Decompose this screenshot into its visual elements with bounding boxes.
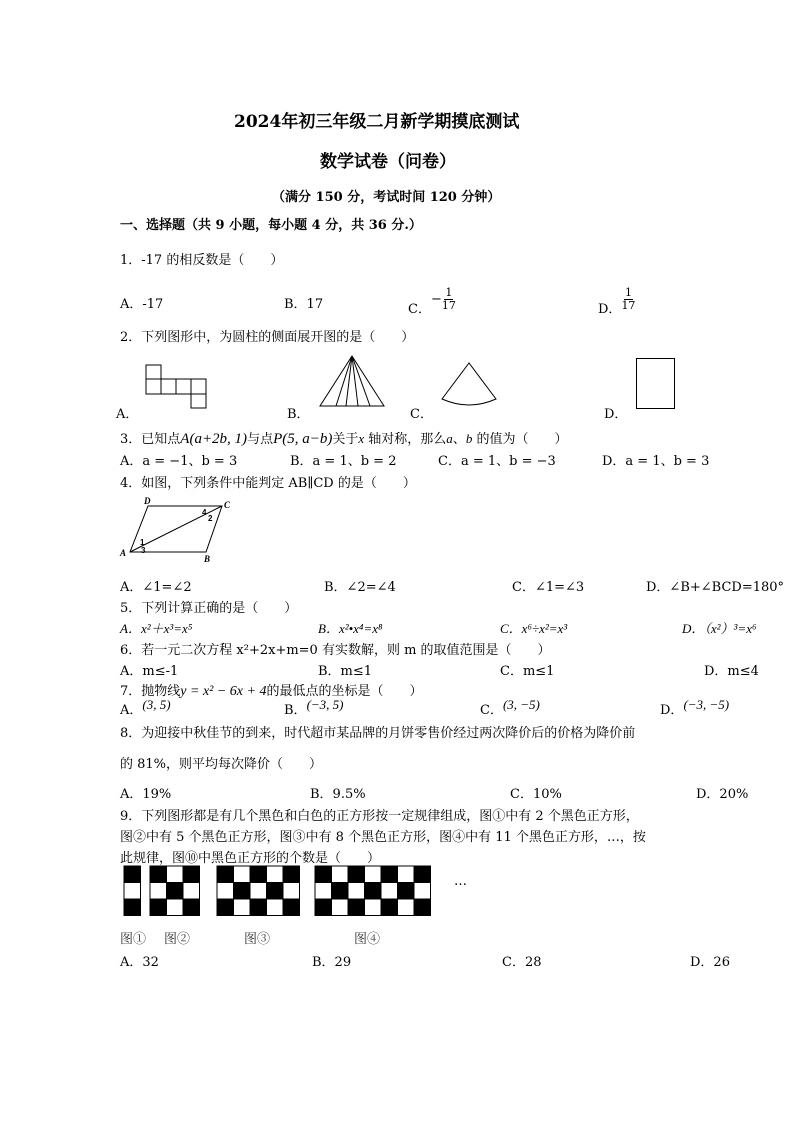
q2-option-a: A． bbox=[116, 407, 139, 422]
q9-caption-3: 图③ bbox=[244, 932, 271, 947]
q4-stem: 4．如图，下列条件中能判定 AB∥CD 的是（ ） bbox=[120, 476, 416, 491]
q4-label-d: D bbox=[144, 496, 151, 506]
black-square bbox=[315, 899, 332, 916]
q7-stem: 7．抛物线y = x² − 6x + 4的最低点的坐标是（ ） bbox=[120, 684, 423, 699]
q9-option-c: C．28 bbox=[502, 955, 542, 970]
white-square bbox=[124, 883, 141, 900]
exam-subtitle: 数学试卷（问卷） bbox=[320, 152, 456, 172]
q1-option-d: D． $\frac{1}{17}$ bbox=[598, 286, 636, 318]
black-square bbox=[250, 899, 267, 916]
q9-stem-line2: 图②中有 5 个黑色正方形，图③中有 8 个黑色正方形，图④中有 11 个黑色正方形，…，按 bbox=[120, 830, 646, 845]
black-square bbox=[348, 899, 365, 916]
q8-option-c: C．10% bbox=[510, 787, 562, 802]
q9-stem-line1: 9．下列图形都是有几个黑色和白色的正方形按一定规律组成，图①中有 2 个黑色正方形， bbox=[120, 809, 639, 824]
black-square bbox=[414, 866, 431, 883]
q5-option-d: D．（x²）³=x⁶ bbox=[682, 621, 757, 636]
q2-option-b: B． bbox=[287, 407, 310, 422]
q1-option-a: A．-17 bbox=[120, 297, 164, 312]
black-square bbox=[150, 866, 167, 883]
black-square bbox=[217, 866, 234, 883]
black-square bbox=[183, 866, 200, 883]
q3-option-a: A．a = −1、b = 3 bbox=[120, 454, 238, 469]
q4-label-a: A bbox=[120, 548, 127, 558]
q9-pattern-figures bbox=[124, 866, 434, 916]
q5-option-a: A．x²＋x³=x⁵ bbox=[120, 621, 193, 636]
white-square bbox=[365, 866, 382, 883]
q6-option-b: B．m≤1 bbox=[318, 664, 373, 679]
white-square bbox=[150, 883, 167, 900]
white-square bbox=[267, 866, 284, 883]
q9-option-d: D．26 bbox=[690, 955, 730, 970]
q3-option-b: B．a = 1、b = 2 bbox=[290, 454, 397, 469]
q6-option-d: D．m≤4 bbox=[704, 664, 759, 679]
white-square bbox=[315, 883, 332, 900]
black-square bbox=[217, 899, 234, 916]
q4-option-d: D．∠B+∠BCD=180° bbox=[646, 580, 785, 595]
q4-parallelogram-figure bbox=[118, 496, 236, 562]
q2-figure-c-sector bbox=[440, 363, 498, 409]
q5-option-b: B．x²•x⁴=x⁸ bbox=[318, 621, 383, 636]
q3-option-c: C．a = 1、b = −3 bbox=[438, 454, 556, 469]
white-square bbox=[348, 883, 365, 900]
q4-angle-2: 2 bbox=[208, 514, 213, 523]
black-square bbox=[332, 883, 349, 900]
white-square bbox=[381, 883, 398, 900]
q9-figure-4 bbox=[315, 866, 431, 916]
q4-option-c: C．∠1=∠3 bbox=[512, 580, 585, 595]
q6-option-c: C．m≤1 bbox=[500, 664, 555, 679]
q9-option-b: B．29 bbox=[312, 955, 352, 970]
white-square bbox=[183, 883, 200, 900]
q4-label-b: B bbox=[204, 554, 211, 564]
white-square bbox=[398, 866, 415, 883]
q7-option-c: C．(3, −5) bbox=[480, 697, 540, 718]
q8-stem-line1: 8．为迎接中秋佳节的到来，时代超市某品牌的月饼零售价经过两次降价后的价格为降价前 bbox=[120, 726, 636, 741]
q9-caption-2: 图② bbox=[164, 932, 191, 947]
q5-stem: 5．下列计算正确的是（ ） bbox=[120, 601, 298, 616]
q3-option-d: D．a = 1、b = 3 bbox=[602, 454, 710, 469]
white-square bbox=[283, 883, 300, 900]
black-square bbox=[124, 866, 141, 883]
q9-figure-1 bbox=[124, 866, 141, 916]
q8-option-a: A．19% bbox=[120, 787, 172, 802]
white-square bbox=[217, 883, 234, 900]
black-square bbox=[365, 883, 382, 900]
black-square bbox=[398, 883, 415, 900]
q5-option-c: C．x⁶÷x²=x³ bbox=[500, 621, 568, 636]
black-square bbox=[283, 866, 300, 883]
q4-angle-4: 4 bbox=[202, 508, 207, 517]
q8-option-b: B．9.5% bbox=[310, 787, 366, 802]
q4-angle-1: 1 bbox=[140, 538, 145, 547]
q3-stem: 3．已知点A(a+2b, 1)与点P(5, a−b)关于x 轴对称，那么a、b 的值为（ ） bbox=[120, 431, 568, 447]
exam-info: （满分 150 分，考试时间 120 分钟） bbox=[272, 190, 501, 205]
white-square bbox=[167, 899, 184, 916]
white-square bbox=[234, 866, 251, 883]
q6-option-a: A．m≤-1 bbox=[120, 664, 179, 679]
black-square bbox=[267, 883, 284, 900]
black-square bbox=[283, 899, 300, 916]
q7-option-a: A．(3, 5) bbox=[120, 697, 171, 718]
white-square bbox=[365, 899, 382, 916]
white-square bbox=[167, 866, 184, 883]
q4-option-a: A．∠1=∠2 bbox=[120, 580, 192, 595]
black-square bbox=[348, 866, 365, 883]
q4-angle-3: 3 bbox=[141, 546, 146, 555]
q9-option-a: A．32 bbox=[120, 955, 159, 970]
q9-figure-3 bbox=[217, 866, 300, 916]
exam-title: 2024年初三年级二月新学期摸底测试 bbox=[234, 112, 520, 132]
white-square bbox=[414, 883, 431, 900]
black-square bbox=[183, 899, 200, 916]
q4-label-c: C bbox=[224, 500, 231, 510]
q6-stem: 6．若一元二次方程 x²+2x+m=0 有实数解，则 m 的取值范围是（ ） bbox=[120, 643, 551, 658]
q1-option-b: B．17 bbox=[284, 297, 324, 312]
black-square bbox=[250, 866, 267, 883]
black-square bbox=[315, 866, 332, 883]
q8-stem-line2: 的 81%，则平均每次降价（ ） bbox=[120, 757, 323, 772]
q2-figure-a-net bbox=[146, 365, 208, 409]
white-square bbox=[250, 883, 267, 900]
q2-option-d: D． bbox=[604, 407, 628, 422]
q2-stem: 2．下列图形中，为圆柱的侧面展开图的是（ ） bbox=[120, 330, 415, 345]
black-square bbox=[124, 899, 141, 916]
q7-option-b: B．(−3, 5) bbox=[284, 697, 344, 718]
white-square bbox=[267, 899, 284, 916]
q4-option-b: B．∠2=∠4 bbox=[324, 580, 396, 595]
q1-option-c: C．− $\frac{1}{17}$ bbox=[408, 286, 456, 318]
white-square bbox=[234, 899, 251, 916]
q9-caption-1: 图① bbox=[120, 932, 147, 947]
white-square bbox=[332, 899, 349, 916]
white-square bbox=[332, 866, 349, 883]
black-square bbox=[381, 899, 398, 916]
section-heading: 一、选择题（共 9 小题，每小题 4 分，共 36 分.） bbox=[120, 218, 422, 233]
black-square bbox=[150, 899, 167, 916]
q9-figure-2 bbox=[150, 866, 200, 916]
black-square bbox=[167, 883, 184, 900]
black-square bbox=[381, 866, 398, 883]
q2-option-c: C． bbox=[410, 407, 433, 422]
white-square bbox=[398, 899, 415, 916]
q9-stem-line3: 此规律，图⑩中黑色正方形的个数是（ ） bbox=[120, 851, 381, 866]
q8-option-d: D．20% bbox=[696, 787, 749, 802]
q1-stem: 1．-17 的相反数是（ ） bbox=[120, 253, 284, 268]
q9-caption-4: 图④ bbox=[354, 932, 381, 947]
q2-figure-d-rectangle bbox=[636, 358, 676, 410]
black-square bbox=[234, 883, 251, 900]
q7-option-d: D．(−3, −5) bbox=[660, 697, 730, 718]
black-square bbox=[414, 899, 431, 916]
q9-ellipsis: … bbox=[454, 874, 467, 889]
q2-figure-b-pyramid bbox=[318, 356, 386, 408]
